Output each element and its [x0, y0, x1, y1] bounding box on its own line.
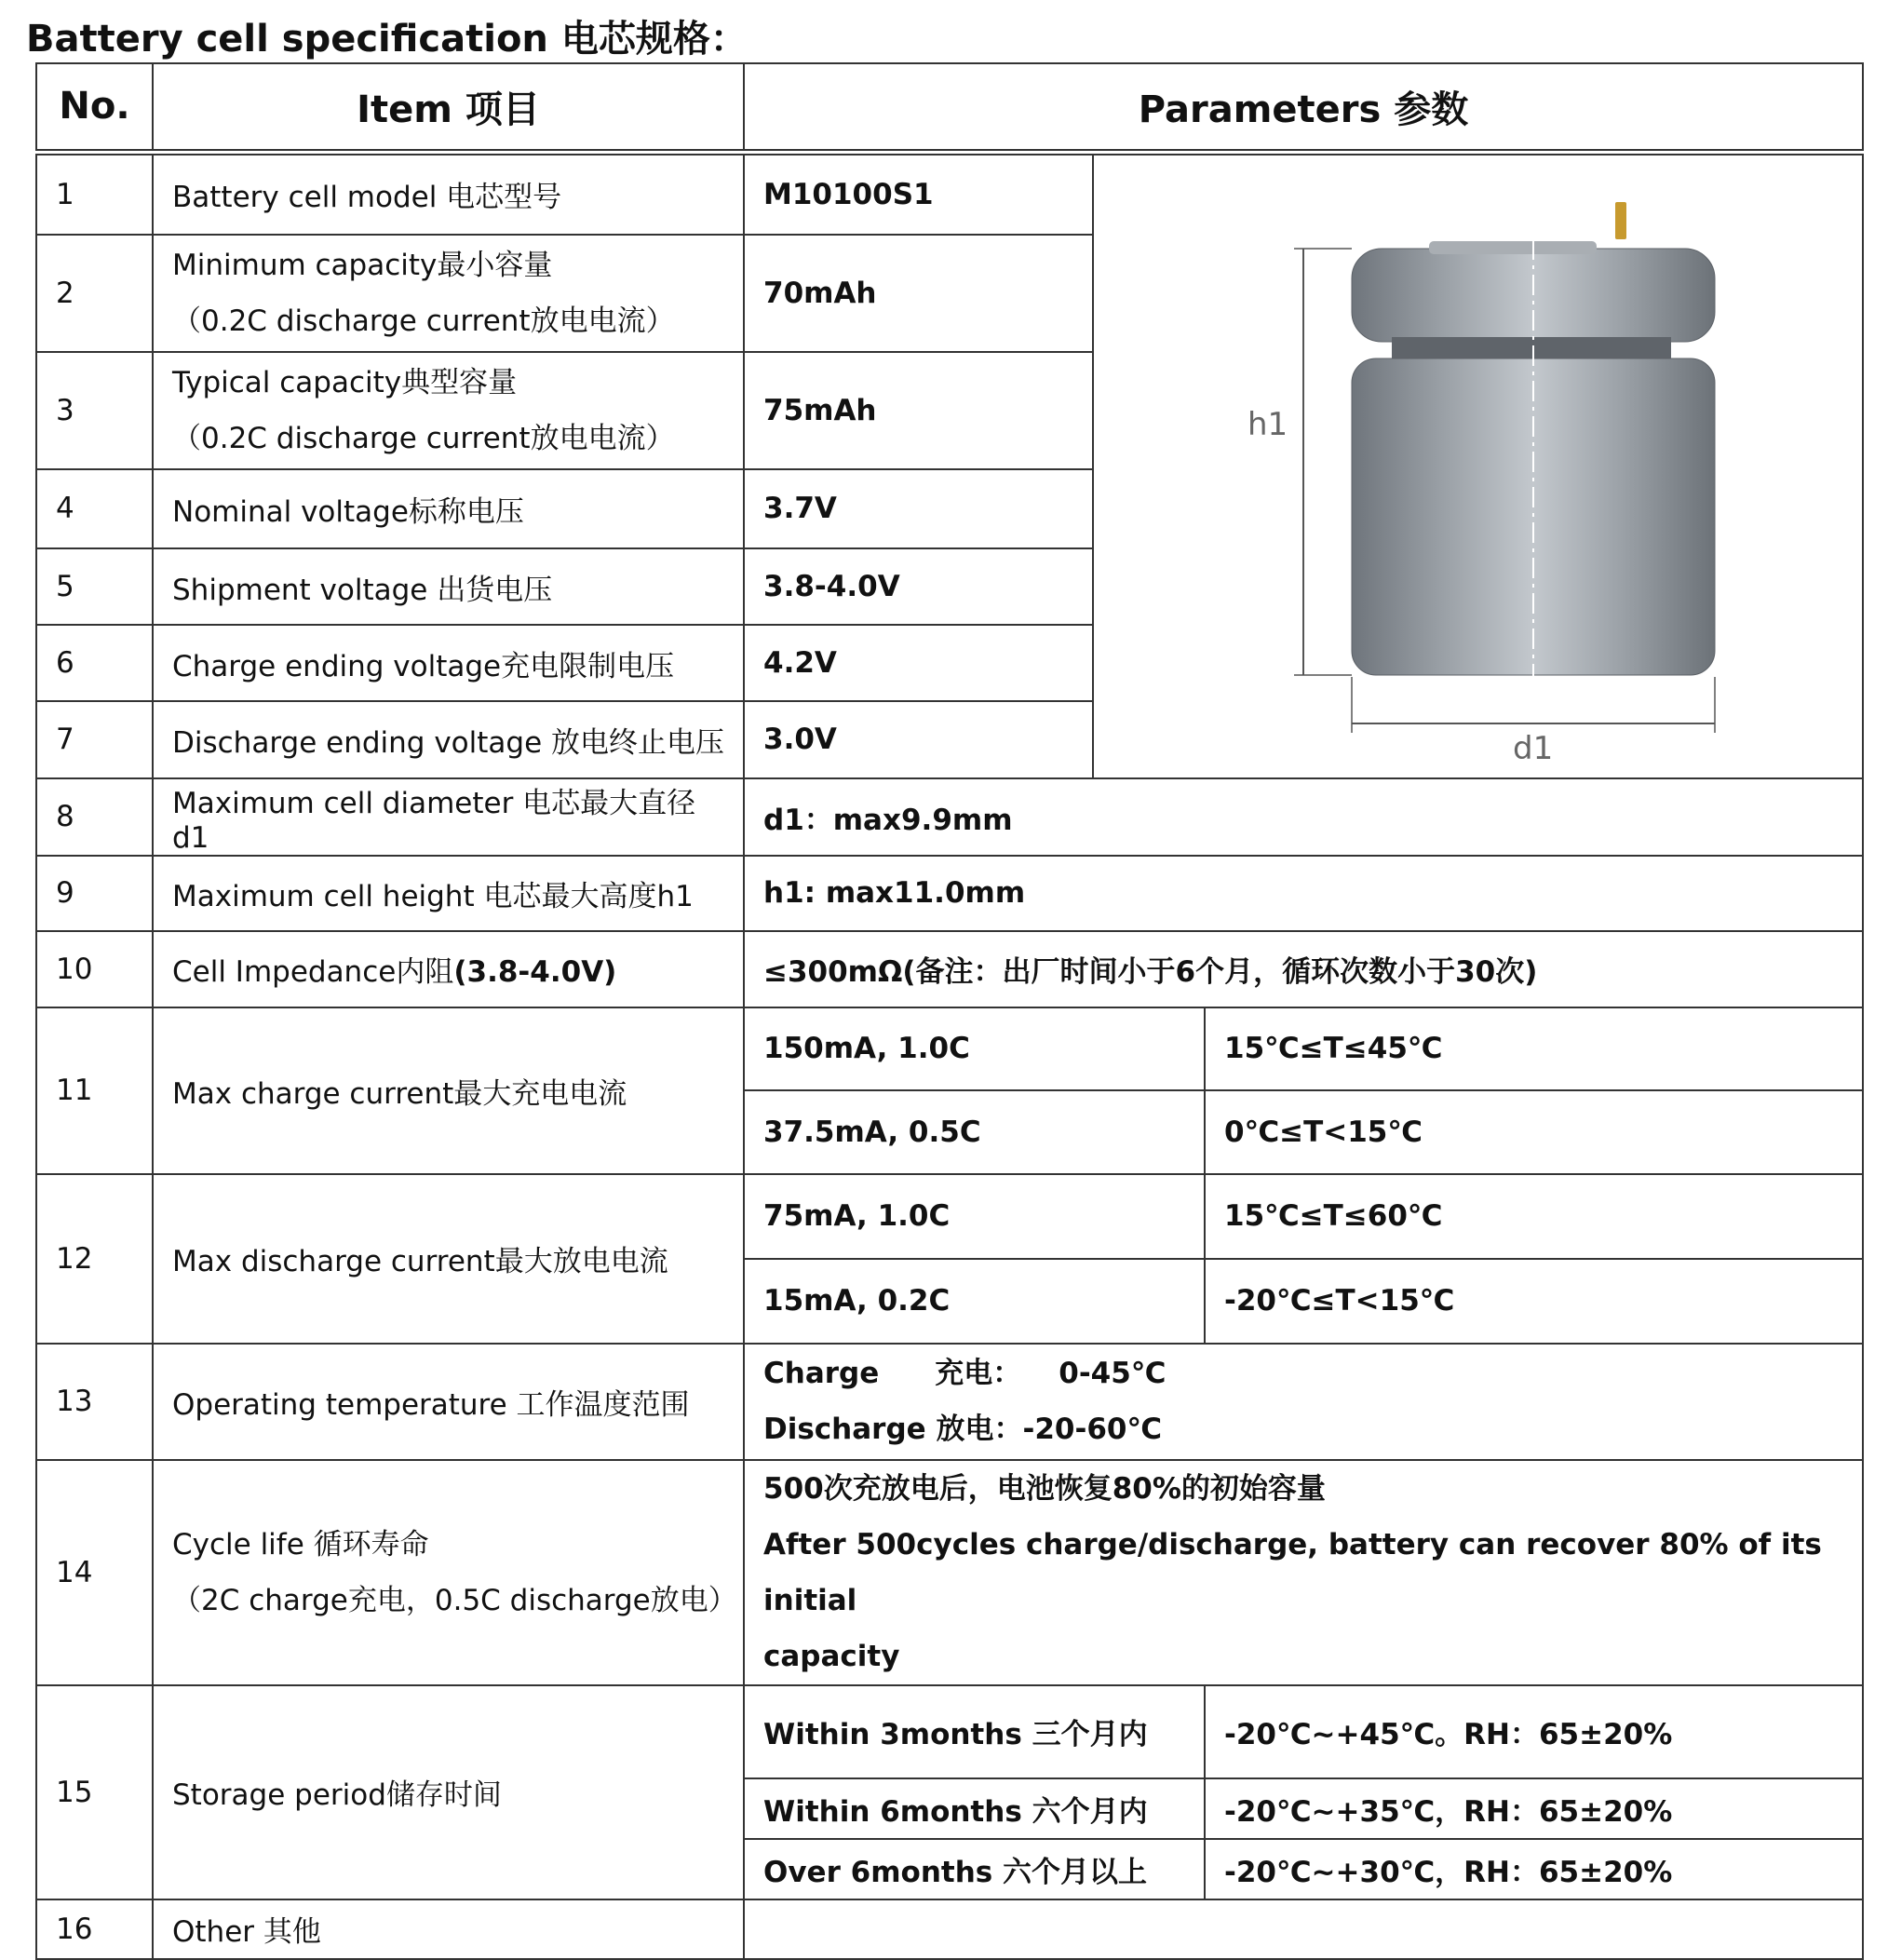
row-number: 16	[36, 1899, 153, 1959]
param-value: 4.2V	[744, 625, 1093, 701]
item-label: Discharge ending voltage 放电终止电压	[153, 701, 744, 777]
cycle-life-en-cont: capacity	[763, 1639, 900, 1673]
item-label-main: Cycle life 循环寿命	[172, 1527, 429, 1561]
height-label: h1	[1247, 405, 1288, 443]
cycle-life-cn: 500次充放电后，电池恢复80%的初始容量	[763, 1471, 1326, 1506]
item-label: Max charge current最大充电电流	[153, 1007, 744, 1174]
param-value: 3.8-4.0V	[744, 548, 1093, 625]
table-row	[36, 778, 1863, 856]
terminal-tab	[1615, 202, 1626, 239]
item-label-main: Cell Impedance内阻	[172, 955, 454, 989]
param-value	[744, 1899, 1863, 1959]
row-number: 10	[36, 931, 153, 1007]
battery-cell-diagram	[1113, 155, 1863, 770]
param-value: 75mAh	[744, 352, 1093, 469]
storage-condition: -20℃~+35℃，RH：65±20%	[1205, 1778, 1863, 1839]
diameter-label: d1	[1513, 729, 1554, 767]
spec-table	[35, 62, 1864, 1960]
storage-condition: -20℃~+30℃，RH：65±20%	[1205, 1839, 1863, 1899]
item-label-sub: （0.2C discharge current放电电流）	[172, 304, 675, 339]
param-value: h1: max11.0mm	[744, 856, 1863, 931]
item-label: Maximum cell height 电芯最大高度h1	[153, 856, 744, 931]
header-row	[36, 63, 1863, 152]
current-value: 37.5mA, 0.5C	[744, 1090, 1205, 1174]
row-number: 6	[36, 625, 153, 701]
charge-label: Charge	[763, 1357, 880, 1390]
cycle-life-en: After 500cycles charge/discharge, battery can recover 80% of its initial	[763, 1527, 1822, 1617]
row-number: 5	[36, 548, 153, 625]
item-label: Shipment voltage 出货电压	[153, 548, 744, 625]
param-value: 3.7V	[744, 469, 1093, 548]
item-label: Operating temperature 工作温度范围	[153, 1344, 744, 1460]
item-label: Other 其他	[153, 1899, 744, 1959]
table-row	[36, 1007, 1863, 1090]
item-label: Storage period储存时间	[153, 1685, 744, 1899]
item-label: Maximum cell diameter 电芯最大直径d1	[153, 778, 744, 856]
discharge-temp-line: Discharge 放电：-20-60℃	[763, 1413, 1163, 1446]
header-params: Parameters 参数	[744, 63, 1863, 152]
param-value: 3.0V	[744, 701, 1093, 777]
current-value: 75mA, 1.0C	[744, 1174, 1205, 1259]
header-item: Item 项目	[153, 63, 744, 152]
param-value: ≤300mΩ(备注：出厂时间小于6个月，循环次数小于30次)	[744, 931, 1863, 1007]
table-row	[36, 1460, 1863, 1685]
cycle-life-values	[744, 1460, 1863, 1685]
storage-condition: -20℃~+45℃。RH：65±20%	[1205, 1685, 1863, 1778]
row-number: 12	[36, 1174, 153, 1344]
page-title: Battery cell specification 电芯规格：	[26, 18, 748, 61]
row-number: 13	[36, 1344, 153, 1460]
item-label-main: Minimum capacity最小容量	[172, 249, 553, 283]
row-number: 1	[36, 152, 153, 235]
table-row	[36, 1685, 1863, 1778]
item-label-sub: （2C charge充电，0.5C discharge放电）	[172, 1583, 737, 1617]
storage-period: Within 3months 三个月内	[744, 1685, 1205, 1778]
param-value: M10100S1	[744, 152, 1093, 235]
param-value: 70mAh	[744, 235, 1093, 352]
item-label: Nominal voltage标称电压	[153, 469, 744, 548]
item-label-bold: (3.8-4.0V)	[453, 955, 617, 989]
charge-temp: 0-45℃	[1059, 1357, 1167, 1390]
row-number: 2	[36, 235, 153, 352]
item-label: Charge ending voltage充电限制电压	[153, 625, 744, 701]
storage-period: Within 6months 六个月内	[744, 1778, 1205, 1839]
battery-diagram-cell	[1093, 152, 1863, 778]
current-value: 15mA, 0.2C	[744, 1259, 1205, 1344]
row-number: 4	[36, 469, 153, 548]
current-value: 150mA, 1.0C	[744, 1007, 1205, 1090]
param-value: d1：max9.9mm	[744, 778, 1863, 856]
table-row	[36, 856, 1863, 931]
operating-temp-values	[744, 1344, 1863, 1460]
row-number: 7	[36, 701, 153, 777]
charge-label-cn: 充电：	[935, 1357, 1022, 1390]
item-label: Battery cell model 电芯型号	[153, 152, 744, 235]
table-row	[36, 1344, 1863, 1460]
temperature-range: 15℃≤T≤45℃	[1205, 1007, 1863, 1090]
temperature-range: 15℃≤T≤60℃	[1205, 1174, 1863, 1259]
row-number: 8	[36, 778, 153, 856]
item-label-main: Typical capacity典型容量	[172, 365, 518, 399]
header-no: No.	[36, 63, 153, 152]
table-row	[36, 152, 1863, 235]
storage-period: Over 6months 六个月以上	[744, 1839, 1205, 1899]
table-row	[36, 1174, 1863, 1259]
row-number: 9	[36, 856, 153, 931]
item-label: Max discharge current最大放电电流	[153, 1174, 744, 1344]
charge-temp-line	[763, 1345, 1843, 1401]
item-label-sub: （0.2C discharge current放电电流）	[172, 421, 675, 455]
row-number: 14	[36, 1460, 153, 1685]
item-label	[153, 235, 744, 352]
temperature-range: 0℃≤T<15℃	[1205, 1090, 1863, 1174]
temperature-range: -20℃≤T<15℃	[1205, 1259, 1863, 1344]
row-number: 15	[36, 1685, 153, 1899]
item-label	[153, 1460, 744, 1685]
item-label	[153, 931, 744, 1007]
row-number: 11	[36, 1007, 153, 1174]
row-number: 3	[36, 352, 153, 469]
item-label	[153, 352, 744, 469]
table-row	[36, 931, 1863, 1007]
table-row	[36, 1899, 1863, 1959]
